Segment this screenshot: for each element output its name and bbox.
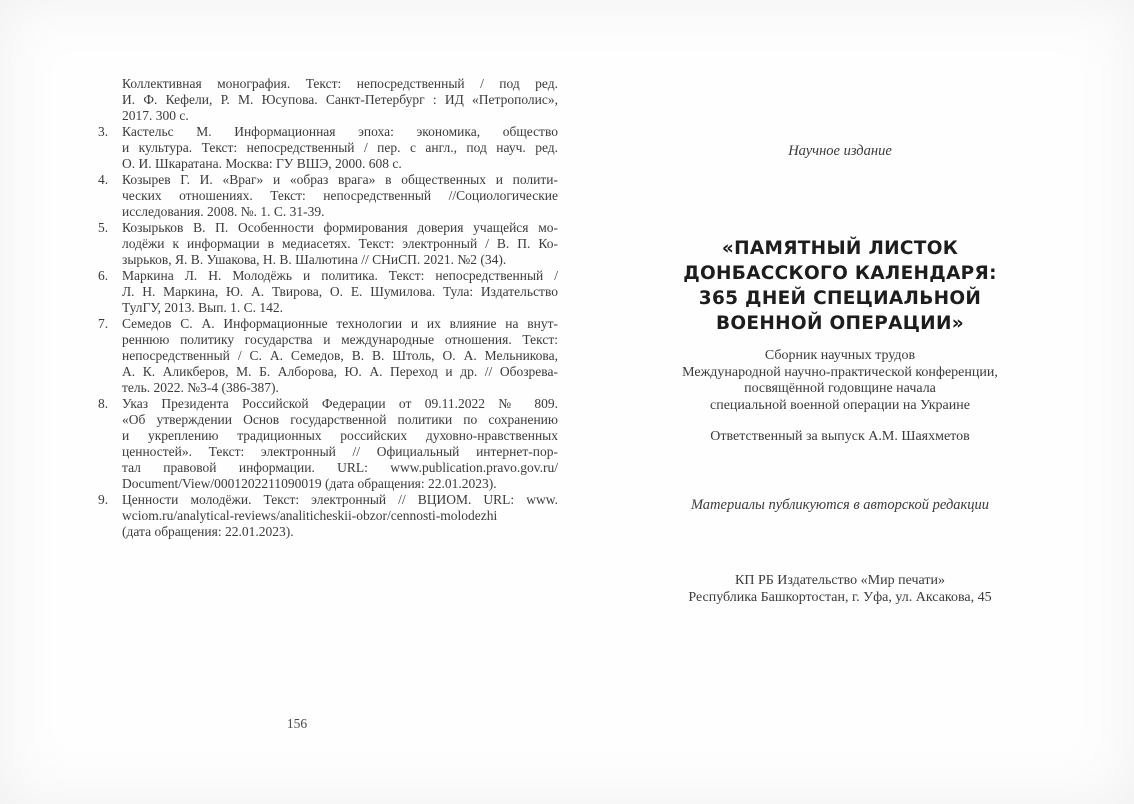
reference-line: «Об утверждении Основ государственной политики по сохранению [122, 412, 558, 427]
book-subtitle [614, 348, 1066, 414]
text-line: посвящённой годовщине начала [744, 381, 936, 396]
reference-line: И. Ф. Кефели, Р. М. Юсупова. Санкт-Петербург : ИД «Петрополис», [122, 92, 558, 107]
reference-text [122, 220, 558, 268]
text-line: специальной военной операции на Украине [710, 397, 970, 413]
reference-line: О. И. Шкаратана. Москва: ГУ ВШЭ, 2000. 608 с. [122, 156, 402, 171]
reference-entry [98, 124, 558, 172]
reference-entry [98, 172, 558, 220]
page-right [614, 0, 1066, 804]
page-number: 156 [286, 716, 308, 731]
text-line: КП РБ Издательство «Мир печати» [735, 573, 945, 588]
reference-number: 7. [98, 316, 109, 331]
reference-line: ТулГУ, 2013. Вып. 1. С. 142. [122, 300, 284, 315]
reference-line: (дата обращения: 22.01.2023). [122, 524, 294, 539]
reference-line: тал правовой информации. URL: www.publication.pravo.gov.ru/ [122, 460, 558, 475]
reference-line: лодёжи к информации в медиасетях. Текст: электронный / В. П. Ко- [122, 236, 558, 251]
text-line: Международной научно-практической конференции, [682, 364, 998, 380]
reference-line: Коллективная монография. Текст: непосредственный / под ред. [122, 76, 558, 91]
reference-line: тель. 2022. №3-4 (386-387). [122, 380, 279, 395]
reference-number: 5. [98, 220, 109, 235]
reference-line: А. К. Аликберов, М. Б. Алборова, Ю. А. Переход и др. // Обозрева- [122, 364, 558, 379]
publisher-info [614, 572, 1066, 606]
reference-line: Маркина Л. Н. Молодёжь и политика. Текст: непосредственный / [122, 268, 558, 283]
reference-line: Document/View/0001202211090019 (дата обращения: 22.01.2023). [122, 476, 497, 491]
reference-entry [98, 268, 558, 316]
reference-number: 8. [98, 396, 109, 411]
reference-number: 3. [98, 124, 109, 139]
reference-line: wciom.ru/analytical-reviews/analiticheskii-obzor/cennosti-molodezhi [122, 508, 498, 523]
reference-line: непосредственный / С. А. Семедов, В. В. Штоль, О. А. Мельникова, [122, 348, 558, 363]
text-line: Сборник научных трудов [764, 348, 916, 363]
reference-line: ценностей». Текст: электронный // Официальный интернет-пор- [122, 444, 558, 459]
reference-line: Ценности молодёжи. Текст: электронный // ВЦИОМ. URL: www. [122, 492, 558, 507]
reference-number: 4. [98, 172, 109, 187]
reference-line: зырьков, Я. В. Ушакова, Н. В. Шалютина // СНиСП. 2021. №2 (34). [122, 252, 507, 267]
materials-note: Материалы публикуются в авторской редакции [690, 497, 990, 513]
text-line: Республика Башкортостан, г. Уфа, ул. Аксакова, 45 [688, 590, 992, 605]
reference-line: ческих отношениях. Текст: непосредственный //Социологические [122, 188, 558, 203]
book-title [614, 236, 1066, 336]
reference-entry [98, 492, 558, 540]
reference-line: исследования. 2008. №. 1. С. 31-39. [122, 204, 325, 219]
reference-entry [98, 316, 558, 396]
reference-line: и укреплению традиционных российских духовно-нравственных [122, 428, 558, 443]
reference-entry [98, 396, 558, 492]
page-left [98, 76, 558, 540]
edition-note: Научное издание [788, 143, 892, 159]
reference-text [122, 396, 558, 492]
reference-text [122, 124, 558, 172]
reference-line: Козырьков В. П. Особенности формирования доверия учащейся мо- [122, 220, 558, 235]
reference-number: 6. [98, 268, 109, 283]
reference-line: и культура. Текст: непосредственный / пер. с англ., под науч. ред. [122, 140, 558, 155]
reference-list [98, 76, 558, 540]
reference-text [122, 492, 558, 540]
reference-line: Козырев Г. И. «Враг» и «образ врага» в общественных и полити- [122, 172, 558, 187]
reference-text [122, 76, 558, 124]
reference-text [122, 316, 558, 396]
text-line: ДОНБАССКОГО КАЛЕНДАРЯ: [683, 263, 997, 284]
reference-number: 9. [98, 492, 109, 507]
text-line: 365 ДНЕЙ СПЕЦИАЛЬНОЙ [698, 288, 982, 309]
reference-line: Семедов С. А. Информационные технологии и их влияние на внут- [122, 316, 558, 331]
text-line: ВОЕННОЙ ОПЕРАЦИИ» [716, 313, 964, 334]
reference-line: Указ Президента Российской Федерации от 09.11.2022 № 809. [122, 396, 558, 411]
reference-line: 2017. 300 с. [122, 108, 189, 123]
responsible-editor-line: Ответственный за выпуск А.М. Шаяхметов [710, 429, 970, 444]
text-line: «ПАМЯТНЫЙ ЛИСТОК [721, 238, 959, 259]
reference-line: Л. Н. Маркина, Ю. А. Твирова, О. Е. Шумилова. Тула: Издательство [122, 284, 558, 299]
reference-entry [98, 76, 558, 124]
reference-entry [98, 220, 558, 268]
reference-text [122, 172, 558, 220]
reference-line: реннюю политику государства и международные отношения. Текст: [122, 332, 558, 347]
reference-text [122, 268, 558, 316]
reference-line: Кастельс М. Информационная эпоха: экономика, общество [122, 124, 558, 139]
